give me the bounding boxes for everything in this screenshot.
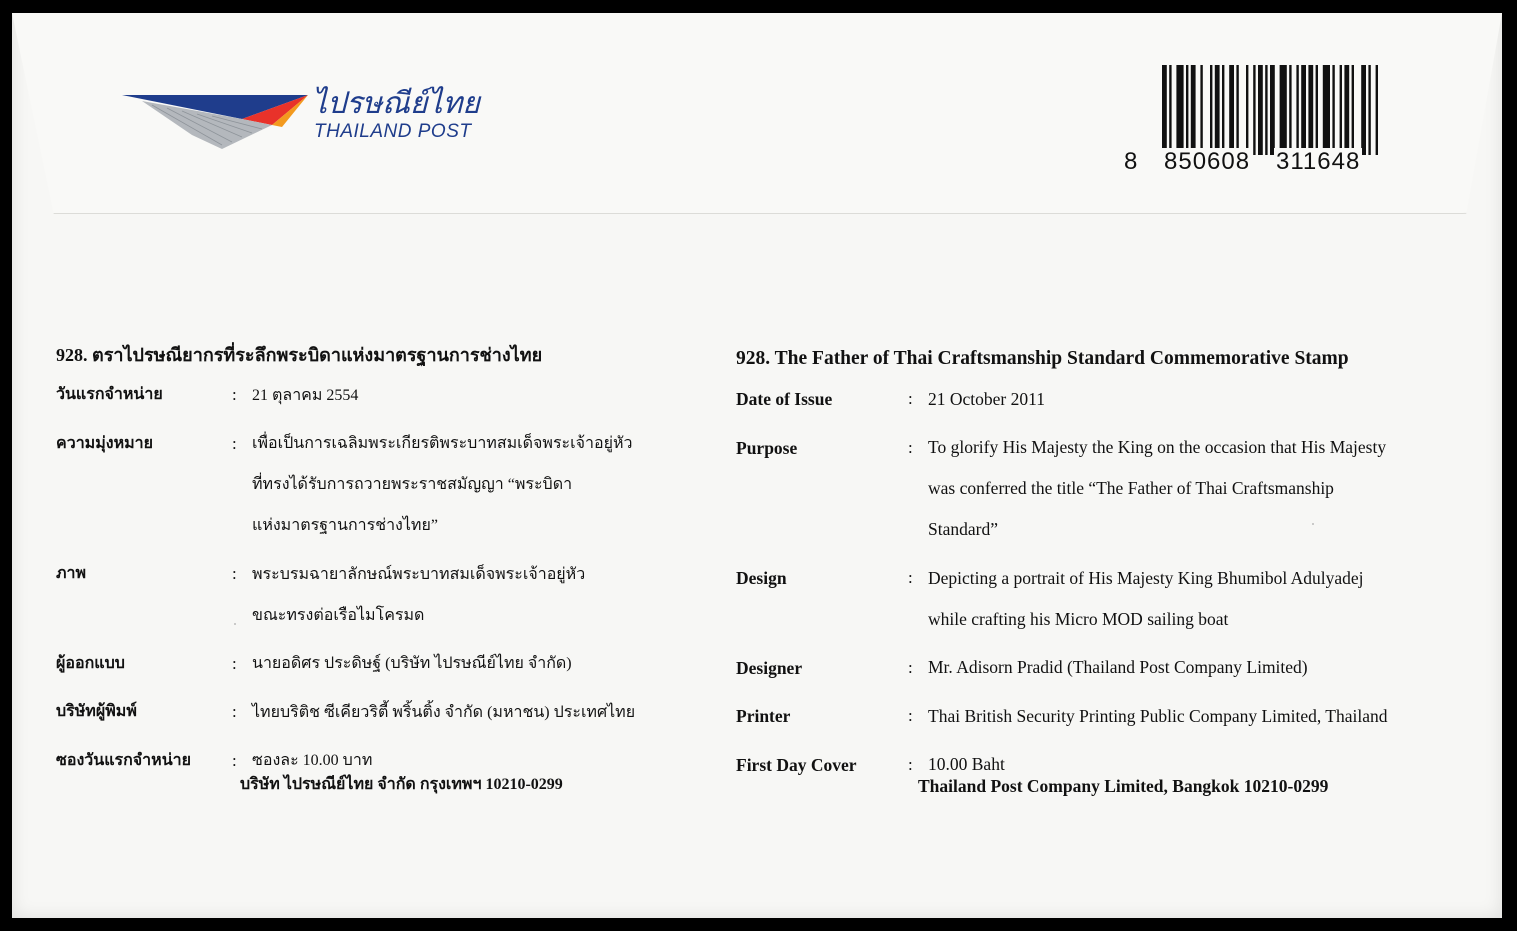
english-details-section [736,346,1456,800]
thai-detail-colon: : [232,564,237,583]
english-detail-label: Printer [736,706,791,726]
thai-detail-row [56,561,696,636]
logo-thai-name: ไปรษณีย์ไทย [312,86,480,121]
barcode-bar [1308,65,1313,155]
english-detail-colon: : [908,657,913,677]
thailand-post-bird-icon [122,87,312,159]
english-detail-value-line: 21 October 2011 [928,388,1045,409]
barcode-bar [1186,65,1188,155]
barcode-group-2: 311648 [1276,148,1361,175]
english-detail-colon: : [908,389,913,408]
barcode-bar [1236,65,1238,155]
barcode-bar [1270,65,1275,155]
thai-detail-value-line: ที่ทรงได้รับการถวายพระราชสมัญญา “พระบิดา [252,476,573,493]
barcode-bar [1215,65,1220,155]
thai-detail-value [252,643,572,684]
barcode-group-1: 850608 [1164,148,1251,175]
english-detail-value [928,427,1386,550]
thai-footer-address: บริษัท ไปรษณีย์ไทย จำกัด กรุงเทพฯ 10210-0299 [240,776,563,793]
thai-detail-label: ผู้ออกแบบ [56,654,125,672]
barcode-bar [1265,65,1267,155]
barcode-bar [1191,65,1196,155]
barcode-bar [1246,65,1248,155]
barcode-bar [1376,65,1378,155]
barcode-bar [1368,65,1370,155]
thai-detail-row [56,699,696,733]
english-detail-label: Design [736,568,787,588]
barcode-bar [1344,65,1349,155]
english-detail-value-line: Depicting a portrait of His Majesty King Bhumibol Adulyadej [928,567,1364,588]
thai-detail-value [252,554,585,636]
thai-detail-value [252,423,632,546]
thai-detail-colon: : [232,433,237,453]
barcode-bar [1323,65,1330,155]
english-detail-value-line: To glorify His Majesty the King on the occasion that His Majesty [928,437,1387,457]
barcode-bar [1352,65,1354,155]
english-detail-colon: : [908,706,913,725]
english-detail-label: Designer [736,657,803,678]
thai-section-title: 928. ตราไปรษณียากรที่ระลึกพระบิดาแห่งมาตรฐานการช่างไทย [56,345,543,365]
barcode-bar [1280,65,1287,155]
english-detail-row [736,703,1456,737]
thai-detail-value-line: เพื่อเป็นการเฉลิมพระเกียรติพระบาทสมเด็จพระเจ้าอยู่หัว [252,435,633,452]
english-detail-value-line: 10.00 Baht [928,754,1005,774]
thai-detail-colon: : [232,702,237,721]
english-detail-row [736,655,1456,689]
english-footer-address: Thailand Post Company Limited, Bangkok 10210-0299 [918,776,1329,796]
thai-detail-colon: : [232,750,237,770]
thai-detail-value-line: นายอดิศร ประดิษฐ์ (บริษัท ไปรษณีย์ไทย จำกัด) [252,655,572,672]
thai-detail-value-line: ไทยบริติช ซีเคียวริตี้ พริ้นติ้ง จำกัด (มหาชน) ประเทศไทย [252,703,636,721]
english-detail-colon: : [908,754,913,774]
english-detail-value-line: while crafting his Micro MOD sailing boat [928,608,1229,629]
thai-detail-label: ซองวันแรกจำหน่าย [56,751,191,769]
thai-detail-value-line: แห่งมาตรฐานการช่างไทย” [252,517,438,534]
english-detail-row [736,386,1456,420]
thai-details-section [56,342,696,796]
barcode-bar [1301,65,1306,155]
barcode-bar [1176,65,1183,155]
barcode-bar [1316,65,1318,155]
barcode-bar [1253,65,1255,155]
thai-detail-value-line: พระบรมฉายาลักษณ์พระบาทสมเด็จพระเจ้าอยู่หัว [252,565,586,583]
barcode-bar [1258,65,1263,155]
barcode-bar [1210,65,1212,155]
thai-details-list [56,382,696,781]
thai-detail-row [56,382,696,416]
english-detail-row [736,435,1456,551]
english-detail-value-line: was conferred the title “The Father of Thai Craftsmanship [928,478,1334,498]
english-detail-value [928,558,1364,640]
english-detail-row [736,565,1456,640]
english-detail-colon: : [908,437,913,457]
barcode-bar [1229,65,1234,155]
barcode-bar [1332,65,1334,155]
barcode-first-digit: 8 [1124,148,1139,175]
barcode-bar [1222,65,1224,155]
barcode-bar [1200,65,1202,155]
english-detail-value [928,696,1388,737]
english-detail-value-line: Thai British Security Printing Public Company Limited, Thailand [928,705,1388,726]
english-detail-value-line: Standard” [928,519,998,539]
thai-detail-row [56,431,696,547]
thai-detail-value-line: 21 ตุลาคม 2554 [252,386,359,404]
thai-detail-colon: : [232,653,237,673]
english-detail-value [928,379,1045,420]
english-detail-label: Date of Issue [736,389,833,409]
thailand-post-logo [122,87,492,159]
thai-detail-row [56,651,696,685]
logo-english-name: THAILAND POST [314,121,472,142]
english-detail-label: First Day Cover [736,754,857,775]
thai-detail-label: วันแรกจำหน่าย [56,386,163,403]
english-details-list [736,386,1456,785]
thai-detail-value [252,375,358,416]
thai-detail-value-line: ขณะทรงต่อเรือไมโครมด [252,606,425,624]
thai-detail-value-line: ซองละ 10.00 บาท [252,752,373,769]
english-detail-label: Purpose [736,437,798,458]
thai-detail-label: บริษัทผู้พิมพ์ [56,703,137,720]
barcode-bar [1340,65,1342,155]
english-section-title: 928. The Father of Thai Craftsmanship Standard Commemorative Stamp [736,348,1349,369]
barcode-bar [1361,65,1366,155]
english-detail-value [928,647,1308,688]
thai-detail-value [252,692,635,733]
english-detail-colon: : [908,568,913,587]
thai-detail-colon: : [232,385,237,404]
barcode [1122,65,1382,190]
english-detail-value-line: Mr. Adisorn Pradid (Thailand Post Company Limited) [928,657,1308,677]
thai-detail-label: ภาพ [56,565,87,582]
thai-detail-label: ความมุ่งหมาย [56,434,154,452]
